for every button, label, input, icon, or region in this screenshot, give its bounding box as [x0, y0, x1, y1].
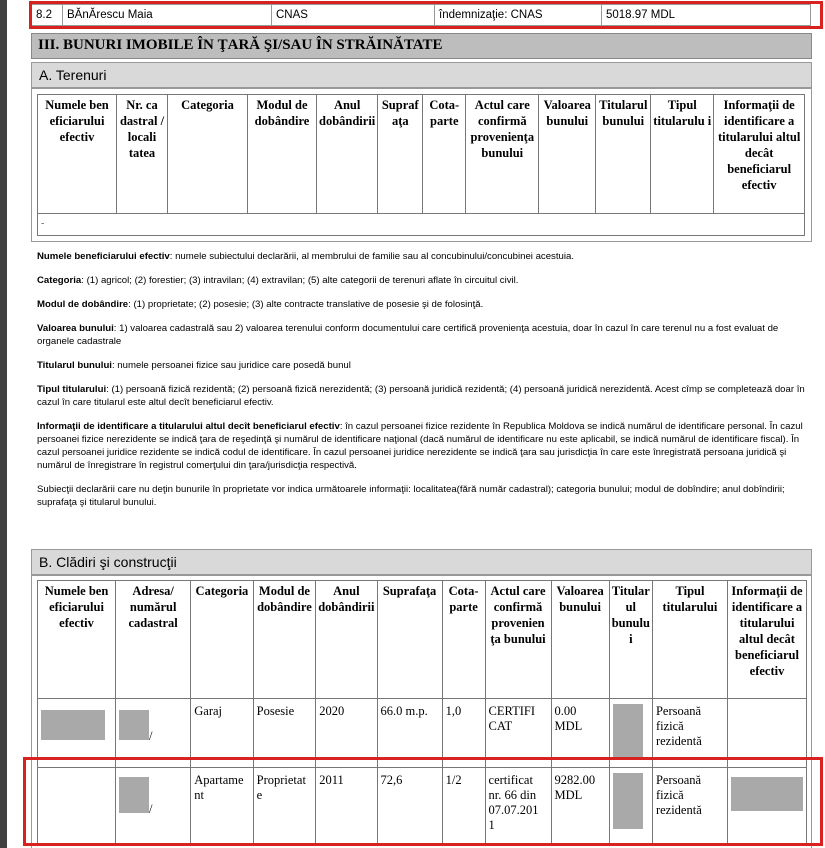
empty-row: - — [38, 214, 805, 236]
note-item: Informaţii de identificare a titularului altul decît beneficiarul efectiv: în cazul persoanei fizice rezidente în Republica Moldova se indică numărul de identificare personal. În cazul persoanei fizice nerezidente se indică ţara de reşedinţă şi numărul de identificare naţional (dacă numărul de identificare nu este aplicabil, se indică numărul de identificare fiscal). În cazul persoanei juridice rezidente se indică codul de identificare. În cazul persoanei juridice nerezidente se indică ţara sau jurisdicţia în care este înregistrată persoana juridică şi numărul de înregistrare în registrul comerţului din ţara/jurisdicţia respectivă. — [37, 421, 803, 471]
cell-categoria: Garaj — [191, 699, 253, 768]
row-type: îndemnizaţie: CNAS — [435, 5, 602, 26]
cell-actul: certificat nr. 66 din 07.07.201 1 — [485, 768, 551, 846]
cell-tipul: Persoană fizică rezidentă — [652, 768, 727, 846]
header-numele: Numele ben eficiarului efectiv — [38, 95, 117, 214]
cell-valoarea: 9282.00 MDL — [551, 768, 609, 846]
note-item: Titularul bunului: numele persoanei fizice sau juridice care posedă bunul — [37, 360, 351, 371]
cell-modul: Proprietat e — [253, 768, 316, 846]
header-numele: Numele ben eficiarului efectiv — [38, 581, 116, 699]
header-adresa: Adresa/ numărul cadastral — [116, 581, 191, 699]
row-number: 8.2 — [32, 5, 63, 26]
redacted-block — [613, 704, 643, 758]
cell-adresa: / — [116, 768, 191, 846]
subsection-title-terenuri: A. Terenuri — [31, 62, 812, 88]
cell-suprafata: 72,6 — [377, 768, 442, 846]
note-item: Modul de dobândire: (1) proprietate; (2) posesie; (3) alte contracte translative de posesie şi de folosinţă. — [37, 299, 484, 310]
declaration-page — [27, 0, 821, 848]
header-tipul: Tipul titularulu i — [651, 95, 714, 214]
header-modul: Modul de dobândire — [253, 581, 316, 699]
header-cota: Cota-parte — [442, 581, 485, 699]
header-anul: Anul dobândirii — [316, 581, 377, 699]
note-item: Valoarea bunului: 1) valoarea cadastrală sau 2) valoarea terenului conform documentului care certifică provenienţa acestuia, doar în cazul în care terenul nu a fost evaluat de organele cadastrale — [37, 323, 779, 347]
header-informatii: Informaţii de identificare a titularului altul decât beneficiarul efectiv — [714, 95, 805, 214]
header-categoria: Categoria — [168, 95, 248, 214]
header-informatii: Informaţii de identificare a titularului altul decât beneficiarul efectiv — [728, 581, 807, 699]
highlight-box-apartment — [23, 757, 823, 846]
row-source: CNAS — [272, 5, 435, 26]
cell-cota: 1/2 — [442, 768, 485, 846]
redacted-block — [41, 710, 105, 740]
cell-suprafata: 66.0 m.p. — [377, 699, 442, 768]
explanatory-notes — [37, 250, 807, 520]
cell-adresa: / — [116, 699, 191, 768]
cell-anul: 2011 — [316, 768, 377, 846]
section-title: III. BUNURI IMOBILE ÎN ŢARĂ ŞI/SAU ÎN STRĂINĂTATE — [31, 33, 812, 59]
viewer-left-edge — [0, 0, 7, 848]
note-item: Tipul titularului: (1) persoană fizică rezidentă; (2) persoană fizică nerezidentă; (3) persoană juridică rezidentă; (4) persoană juridică nerezidentă. Acest cîmp se completează doar în cazul în care titularul este altul decît beneficiarul efectiv. — [37, 384, 805, 408]
cell-modul: Posesie — [253, 699, 316, 768]
header-modul: Modul de dobândire — [248, 95, 317, 214]
highlight-box-income — [29, 1, 823, 29]
header-titularul: Titularul bunului — [596, 95, 651, 214]
header-actul: Actul care confirmă provenien ţa bunului — [485, 581, 551, 699]
header-anul: Anul dobândirii — [317, 95, 378, 214]
redacted-block — [119, 710, 149, 740]
terenuri-table — [37, 94, 805, 236]
header-titularul: Titular ul bunulu i — [609, 581, 652, 699]
header-categoria: Categoria — [191, 581, 253, 699]
header-tipul: Tipul titularului — [652, 581, 727, 699]
cell-valoarea: 0.00 MDL — [551, 699, 609, 768]
header-suprafata: Suprafaţa — [377, 581, 442, 699]
subsection-title-cladiri: B. Clădiri şi construcţii — [31, 549, 812, 575]
header-actul: Actul care confirmă provenienţa bunului — [466, 95, 539, 214]
row-name: BĂnĂrescu Maia — [63, 5, 272, 26]
cell-anul: 2020 — [316, 699, 377, 768]
note-item: Subiecţii declarării care nu deţin bunurile în proprietate vor indica următoarele informaţii: localitatea(fără număr cadastral); categoria bunului; modul de dobîndire; anul dobîndirii; suprafaţa şi titularul bunului. — [37, 484, 785, 508]
header-valoarea: Valoarea bunului — [551, 581, 609, 699]
cell-tipul: Persoană fizică rezidentă — [652, 699, 727, 768]
cell-cota: 1,0 — [442, 699, 485, 768]
row-amount: 5018.97 MDL — [602, 5, 811, 26]
header-nr-cadastral: Nr. ca dastral / locali tatea — [117, 95, 168, 214]
header-valoarea: Valoarea bunului — [539, 95, 596, 214]
note-item: Numele beneficiarului efectiv: numele subiectului declarării, al membrului de familie sau al concubinului/concubinei acestuia. — [37, 251, 574, 262]
cell-categoria: Apartame nt — [191, 768, 253, 846]
cell-actul: CERTIFI CAT — [485, 699, 551, 768]
header-cota: Cota-parte — [423, 95, 466, 214]
note-item: Categoria: (1) agricol; (2) forestier; (3) intravilan; (4) extravilan; (5) alte categorii de terenuri aflate în circuitul civil. — [37, 275, 519, 286]
header-suprafata: Supraf aţa — [378, 95, 423, 214]
